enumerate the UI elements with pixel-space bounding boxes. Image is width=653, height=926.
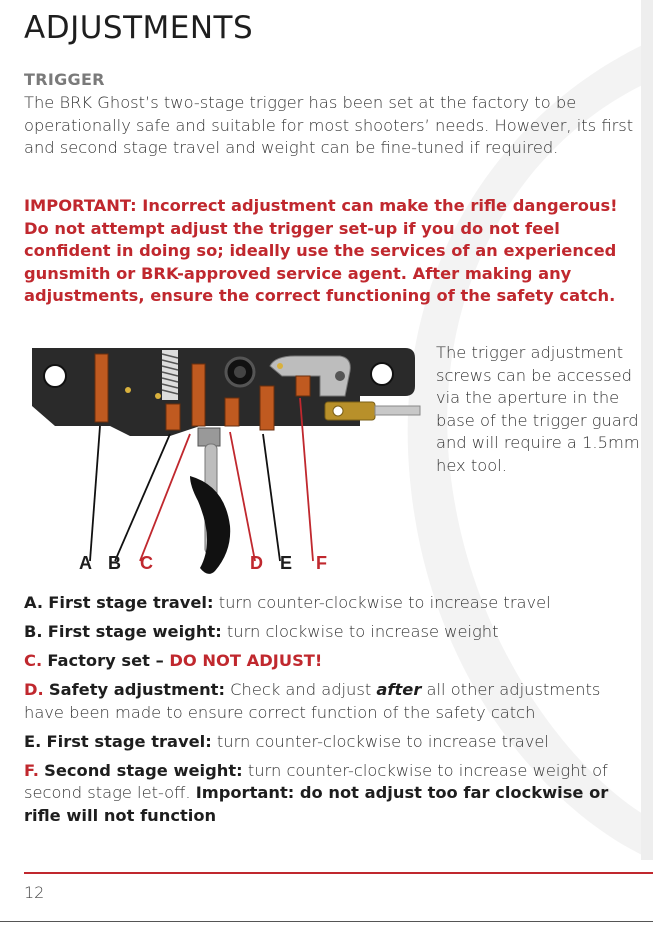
legend-text: turn clockwise to increase weight [221,622,499,641]
legend-important: Important: do not adjust too far clockwise or rifle will not function [24,783,609,825]
legend-text: Check and adjust [224,680,377,699]
legend-term: Second stage weight: [44,760,243,780]
legend-letter: B. [24,622,43,641]
legend-term: Factory set – [47,651,170,670]
legend-text: turn counter-clockwise to increase travel [211,731,549,751]
trigger-housing [32,348,415,436]
warning-paragraph: IMPORTANT: Incorrect adjustment can make the rifle dangerous! Do not attempt adjust the trigger set-up if you do not feel confident in doing so; ideally use the services of an experienced gunsmith or BRK-approved service agent. After making any adjustments, ensure the correct functioning of the safety catch. [24,196,618,305]
footer-bottom-rule [0,921,653,922]
legend-letter: C. [24,651,43,670]
legend-text: turn counter-clockwise to increase travel [213,593,551,612]
page-number: 12 [24,883,45,902]
legend-term: First stage weight: [47,622,222,641]
diagram-label-f: F [316,553,327,573]
legend-term: First stage travel: [46,731,212,751]
diagram-label-d: D [250,553,263,573]
diagram-caption: The trigger adjustment screws can be accessed via the aperture in the base of the trigger guard and will require a 1.5mm hex tool. [436,343,640,475]
intro-paragraph: The BRK Ghost’s two-stage trigger has been set at the factory to be operationally safe and suitable for most shooters’ needs. However, its first and second stage travel and weight can be fine-tuned if required. [24,93,634,157]
trigger-spring [162,350,178,400]
legend-letter: F. [24,760,39,780]
legend-term: First stage travel: [48,593,214,612]
page-title: ADJUSTMENTS [24,10,254,46]
legend-letter: E. [24,731,42,751]
legend-text: all other adjustments have been made to ensure correct function of the safety catch [24,680,601,722]
diagram-label-c: C [140,553,153,573]
diagram-label-e: E [280,553,293,573]
legend-emphasis: after [376,680,422,699]
legend-letter: A. [24,593,44,612]
legend-item-e [24,731,639,754]
legend-text: turn counter-clockwise to increase weight of second stage let-off. [24,760,608,802]
legend-item-a [24,592,639,615]
legend-item-d [24,679,639,724]
adjustment-legend [24,592,639,834]
legend-item-b [24,621,639,644]
legend-letter: D. [24,680,44,699]
footer-red-rule [24,872,653,874]
legend-item-f [24,760,639,828]
legend-term: Safety adjustment: [48,680,225,699]
trigger-diagram [20,336,435,584]
legend-item-c [24,650,639,673]
trigger-blade [190,428,230,574]
legend-warning: DO NOT ADJUST! [169,651,323,670]
section-heading-trigger: TRIGGER [24,70,105,89]
diagram-label-b: B [108,553,121,573]
diagram-label-a: A [79,553,92,573]
